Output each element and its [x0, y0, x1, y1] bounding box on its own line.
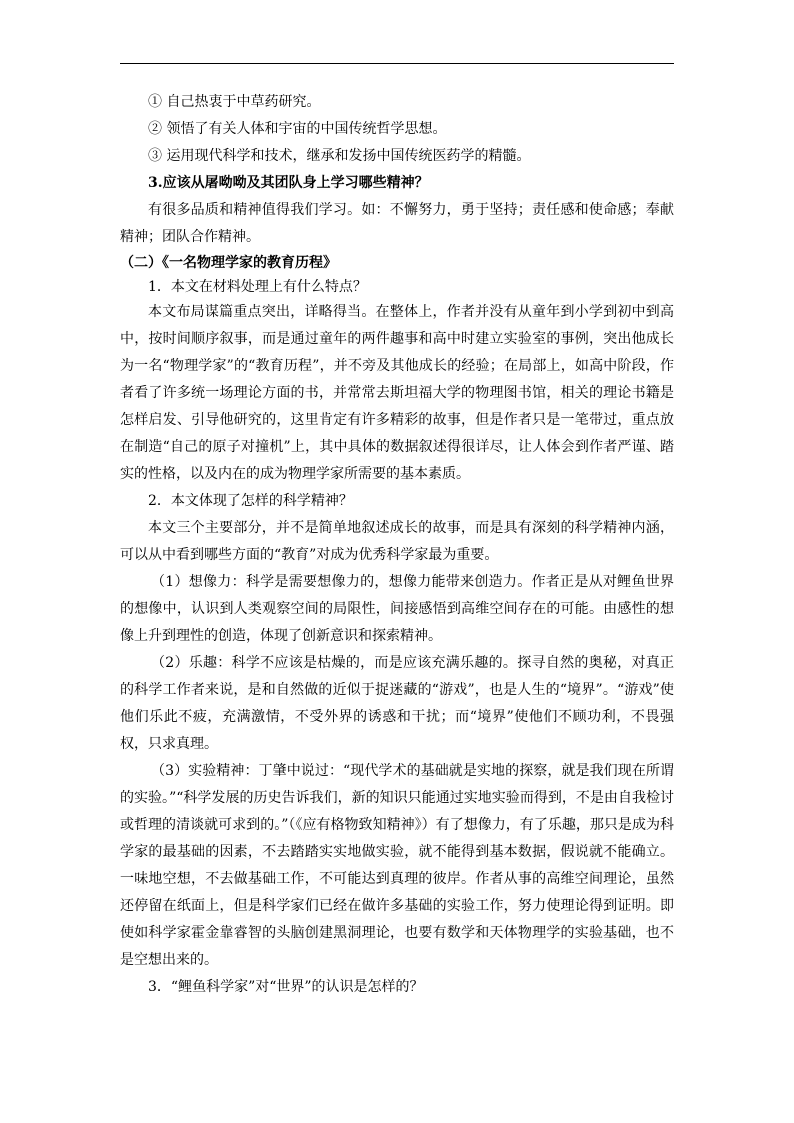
section-2-question-3: 3．“鲤鱼科学家”对“世界”的认识是怎样的？ — [148, 979, 424, 995]
list-item-2: ② 领悟了有关人体和宇宙的中国传统哲学思想。 — [148, 121, 447, 137]
section-2-answer-2: 本文三个主要部分，并不是简单地叙述成长的故事，而是具有深刻的科学精神内涵，可以从中看到哪些方面的“教育”对成为优秀科学家最为重要。 — [120, 520, 674, 563]
section-2-point-3: （3）实验精神：丁肇中说过：“现代学术的基础就是实地的探察，就是我们现在所谓的实验。”“科学发展的历史告诉我们，新的知识只能通过实地实验而得到，不是由自我检讨或哲理的清谈就可求到的。”（《应有格物致知精神》）有了想像力，有了乐趣，那只是成为科学家的最基础的因素，不去踏踏实实地做实验，就不能得到基本数据，假说就不能确立。一味地空想，不去做基础工作，不可能达到真理的彼岸。作者从事的高维空间理论，虽然还停留在纸面上，但是科学家们已经在做许多基础的实验工作，努力使理论得到证明。即使如科学家霍金靠睿智的头脑创建黑洞理论，也要有数学和天体物理学的实验基础，也不是空想出来的。 — [120, 763, 674, 968]
section-2-question-2: 2．本文体现了怎样的科学精神？ — [148, 493, 353, 509]
section-2-answer-1: 本文布局谋篇重点突出，详略得当。在整体上，作者并没有从童年到小学到初中到高中，按时间顺序叙事，而是通过童年的两件趣事和高中时建立实验室的事例，突出他成长为一名“物理学家”的“教育历程”，并不旁及其他成长的经验；在局部上，如高中阶段，作者看了许多统一场理论方面的书，并常常去斯坦福大学的物理图书馆，相关的理论书籍是怎样启发、引导他研究的，这里肯定有许多精彩的故事，但是作者只是一笔带过，重点放在制造“自己的原子对撞机”上，其中具体的数据叙述得很详尽，让人体会到作者严谨、踏实的性格，以及内在的成为物理学家所需要的基本素质。 — [120, 304, 674, 482]
section-2-title: （二）《一名物理学家的教育历程》 — [120, 255, 337, 271]
answer-3: 有很多品质和精神值得我们学习。如：不懈努力，勇于坚持；责任感和使命感；奉献精神；团队合作精神。 — [120, 202, 674, 245]
list-item-1: ① 自己热衷于中草药研究。 — [148, 94, 321, 110]
header-rule — [120, 63, 674, 64]
page-content — [120, 89, 674, 1001]
list-item-3: ③ 运用现代科学和技术，继承和发扬中国传统医药学的精髓。 — [148, 148, 531, 164]
section-2-question-1: 1．本文在材料处理上有什么特点？ — [148, 279, 367, 295]
section-2-point-2: （2）乐趣：科学不应该是枯燥的，而是应该充满乐趣的。探寻自然的奥秘，对真正的科学工作者来说，是和自然做的近似于捉迷藏的“游戏”，也是人生的“境界”。“游戏”使他们乐此不疲，充满激情，不受外界的诱惑和干扰；而“境界”使他们不顾功利，不畏强权，只求真理。 — [120, 655, 674, 752]
section-2-point-1: （1）想像力：科学是需要想像力的，想像力能带来创造力。作者正是从对鲤鱼世界的想像中，认识到人类观察空间的局限性，间接感悟到高维空间存在的可能。由感性的想像上升到理性的创造，体现了创新意识和探索精神。 — [120, 574, 674, 644]
question-3: 3.应该从屠呦呦及其团队身上学习哪些精神？ — [148, 175, 429, 191]
